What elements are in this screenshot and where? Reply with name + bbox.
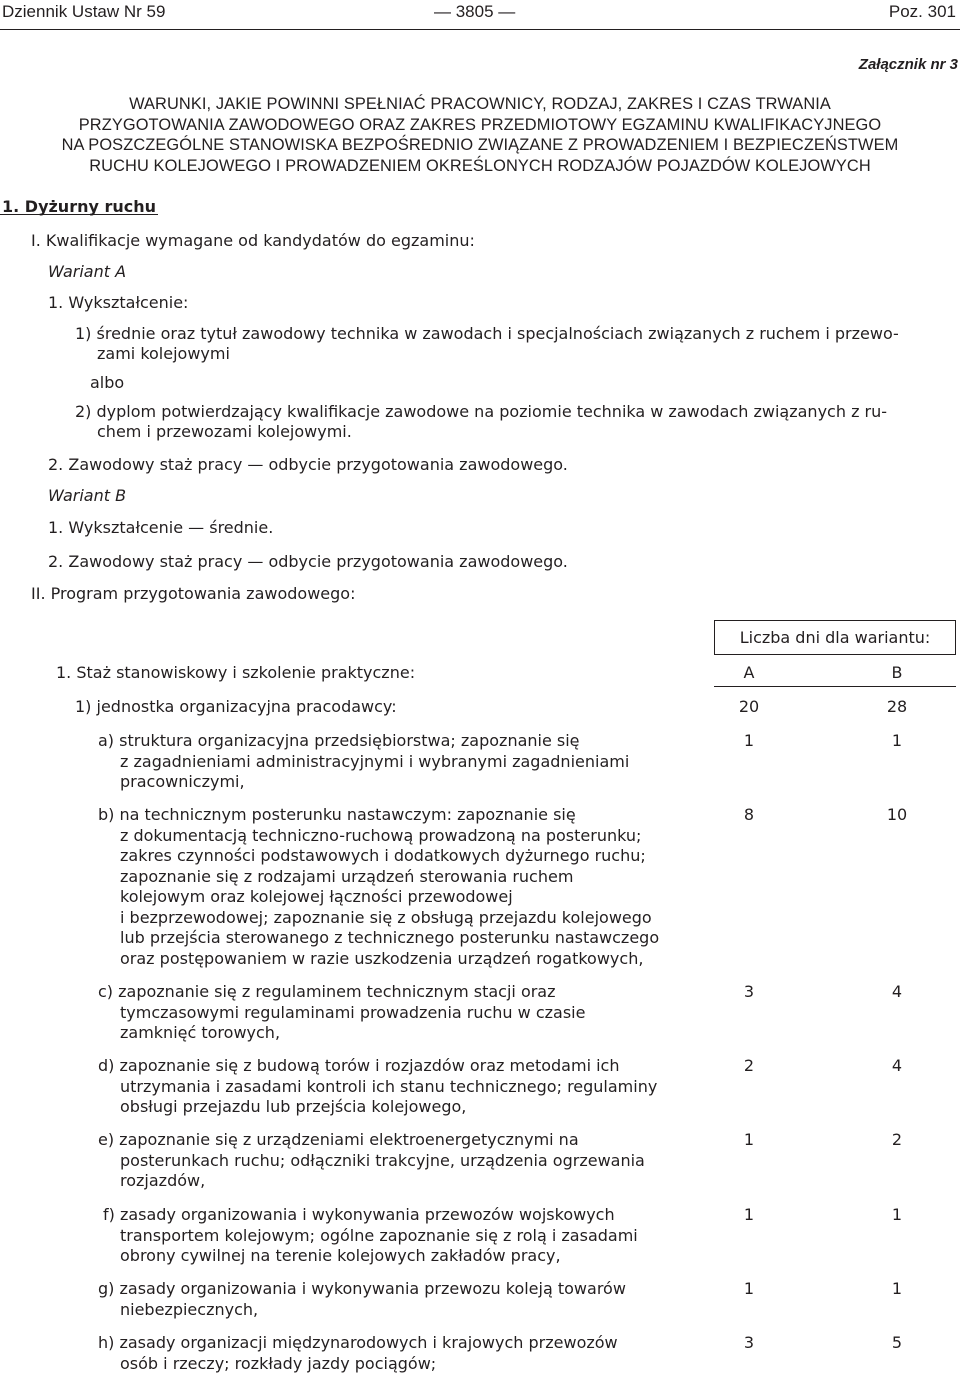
albo-connector: albo [90,373,125,392]
unit-days-b: 28 [886,697,908,716]
item-line: z zagadnieniami administracyjnymi i wybranymi zagadnieniami [120,751,630,771]
item-e-days-b: 2 [891,1130,903,1149]
variant-a-item-1: 1) średnie oraz tytuł zawodowy technika w zawodach i specjalnościach związanych z ruchem i przewo- [75,324,899,343]
journal-name: Dziennik Ustaw Nr 59 [2,2,166,21]
item-line: zapoznanie się z rodzajami urządzeń sterowania ruchem [120,866,574,886]
variant-b-practice: 2. Zawodowy staż pracy — odbycie przygotowania zawodowego. [48,552,568,571]
item-c-days-a: 3 [743,982,755,1001]
section-heading: 1. Dyżurny ruchu [2,197,157,216]
title-line: WARUNKI, JAKIE POWINNI SPEŁNIAĆ PRACOWNICY, RODZAJ, ZAKRES I CZAS TRWANIA [129,95,831,113]
item-line: i bezprzewodowej; zapoznanie się z obsługą przejazdu kolejowego [120,907,652,927]
item-line: zakres czynności podstawowych i dodatkowych dyżurnego ruchu; [120,846,646,865]
item-line: posterunkach ruchu; odłączniki trakcyjne, urządzenia ogrzewania [120,1150,645,1170]
item-line: c) zapoznanie się z regulaminem technicznym stacji oraz [98,982,556,1001]
header-divider [0,29,960,30]
title-line: NA POSZCZEGÓLNE STANOWISKA BEZPOŚREDNIO ZWIĄZANE Z PROWADZENIEM I BEZPIECZEŃSTWEM [61,136,899,154]
item-line: obrony cywilnej na terenie kolejowych zakładów pracy, [120,1246,561,1265]
item-line: transportem kolejowym; ogólne zapoznanie się z rolą i zasadami [120,1225,638,1245]
item-b-days-a: 8 [743,805,755,824]
item-line: tymczasowymi regulaminami prowadzenia ruchu w czasie [120,1002,586,1022]
variant-a-item-2-cont: chem i przewozami kolejowymi. [97,422,352,441]
item-d-days-a: 2 [743,1056,755,1075]
item-g-days-b: 1 [891,1279,903,1298]
item-line: f) zasady organizowania i wykonywania przewozów wojskowych [103,1205,615,1224]
title-line: RUCHU KOLEJOWEGO I PROWADZENIEM OKREŚLONYCH RODZAJÓW POJAZDÓW KOLEJOWYCH [89,156,871,175]
item-line: z dokumentacją techniczno-ruchową prowadzoną na posterunku; [120,825,642,845]
variant-a-item-1-cont: zami kolejowymi [97,344,230,363]
item-line: e) zapoznanie się z urządzeniami elektroenergetycznymi na [98,1130,579,1149]
item-b-days-b: 10 [886,805,908,824]
item-f [103,1205,638,1267]
item-a-days-a: 1 [743,731,755,750]
item-e-days-a: 1 [743,1130,755,1149]
page-number: — 3805 — [434,2,516,21]
variant-a-label: Wariant A [48,262,127,281]
item-line: zamknięć torowych, [120,1023,281,1042]
item-a-days-b: 1 [891,731,903,750]
item-h-days-b: 5 [891,1333,903,1352]
position-number: Poz. 301 [888,2,956,21]
item-line: osób i rzeczy; rozkłady jazdy pociągów; [120,1353,437,1373]
item-line: pracowniczymi, [120,772,245,791]
item-line: a) struktura organizacyjna przedsiębiorstwa; zapoznanie się [98,731,580,750]
item-line: niebezpiecznych, [120,1299,259,1319]
column-a-header: A [743,663,755,682]
item-h-days-a: 3 [743,1333,755,1352]
item-b [98,805,659,969]
variant-a-practice: 2. Zawodowy staż pracy — odbycie przygotowania zawodowego. [48,455,568,474]
column-b-header: B [891,663,903,682]
item-f-days-b: 1 [891,1205,903,1224]
variant-a-item-2: 2) dyplom potwierdzający kwalifikacje zawodowe na poziomie technika w zawodach związanych z ru- [75,402,888,421]
item-line: obsługi przejazdu lub przejścia kolejowego, [120,1097,467,1116]
item-line: d) zapoznanie się z budową torów i rozjazdów oraz metodami ich [98,1056,620,1075]
item-h [98,1333,618,1374]
item-f-days-a: 1 [743,1205,755,1224]
item-c-days-b: 4 [891,982,903,1001]
item-d-days-b: 4 [891,1056,903,1075]
item-line: b) na technicznym posterunku nastawczym: zapoznanie się [98,805,576,824]
title-line: PRZYGOTOWANIA ZAWODOWEGO ORAZ ZAKRES PRZEDMIOTOWY EGZAMINU KWALIFIKACYJNEGO [78,115,882,134]
table-header: Liczba dni dla wariantu: [714,620,956,655]
unit-days-a: 20 [738,697,760,716]
row-main-label: 1. Staż stanowiskowy i szkolenie praktyczne: [56,663,416,682]
item-line: lub przejścia sterowanego z technicznego posterunku nastawczego [120,928,660,947]
table-header-underline [714,686,956,687]
unit-label: 1) jednostka organizacyjna pracodawcy: [75,697,397,716]
item-line: rozjazdów, [120,1171,206,1190]
item-d [98,1056,657,1118]
variant-b-education: 1. Wykształcenie — średnie. [48,518,274,537]
item-line: h) zasady organizacji międzynarodowych i krajowych przewozów [98,1333,618,1352]
item-line: utrzymania i zasadami kontroli ich stanu technicznego; regulaminy [120,1076,658,1096]
item-g [98,1279,626,1320]
item-e [98,1130,645,1192]
variant-b-label: Wariant B [48,486,127,505]
variant-a-education: 1. Wykształcenie: [48,293,189,312]
qualifications-heading: I. Kwalifikacje wymagane od kandydatów do egzaminu: [31,231,475,250]
item-g-days-a: 1 [743,1279,755,1298]
item-line: kolejowym oraz kolejowej łączności przewodowej [120,887,513,906]
item-line: g) zasady organizowania i wykonywania przewozu koleją towarów [98,1279,626,1298]
section-underline [0,214,158,215]
item-a [98,731,629,793]
item-line: oraz postępowaniem w razie uszkodzenia urządzeń rogatkowych, [120,948,644,968]
item-c [98,982,585,1044]
annex-label: Załącznik nr 3 [858,56,958,73]
program-heading: II. Program przygotowania zawodowego: [31,584,356,603]
document-title [0,94,960,176]
